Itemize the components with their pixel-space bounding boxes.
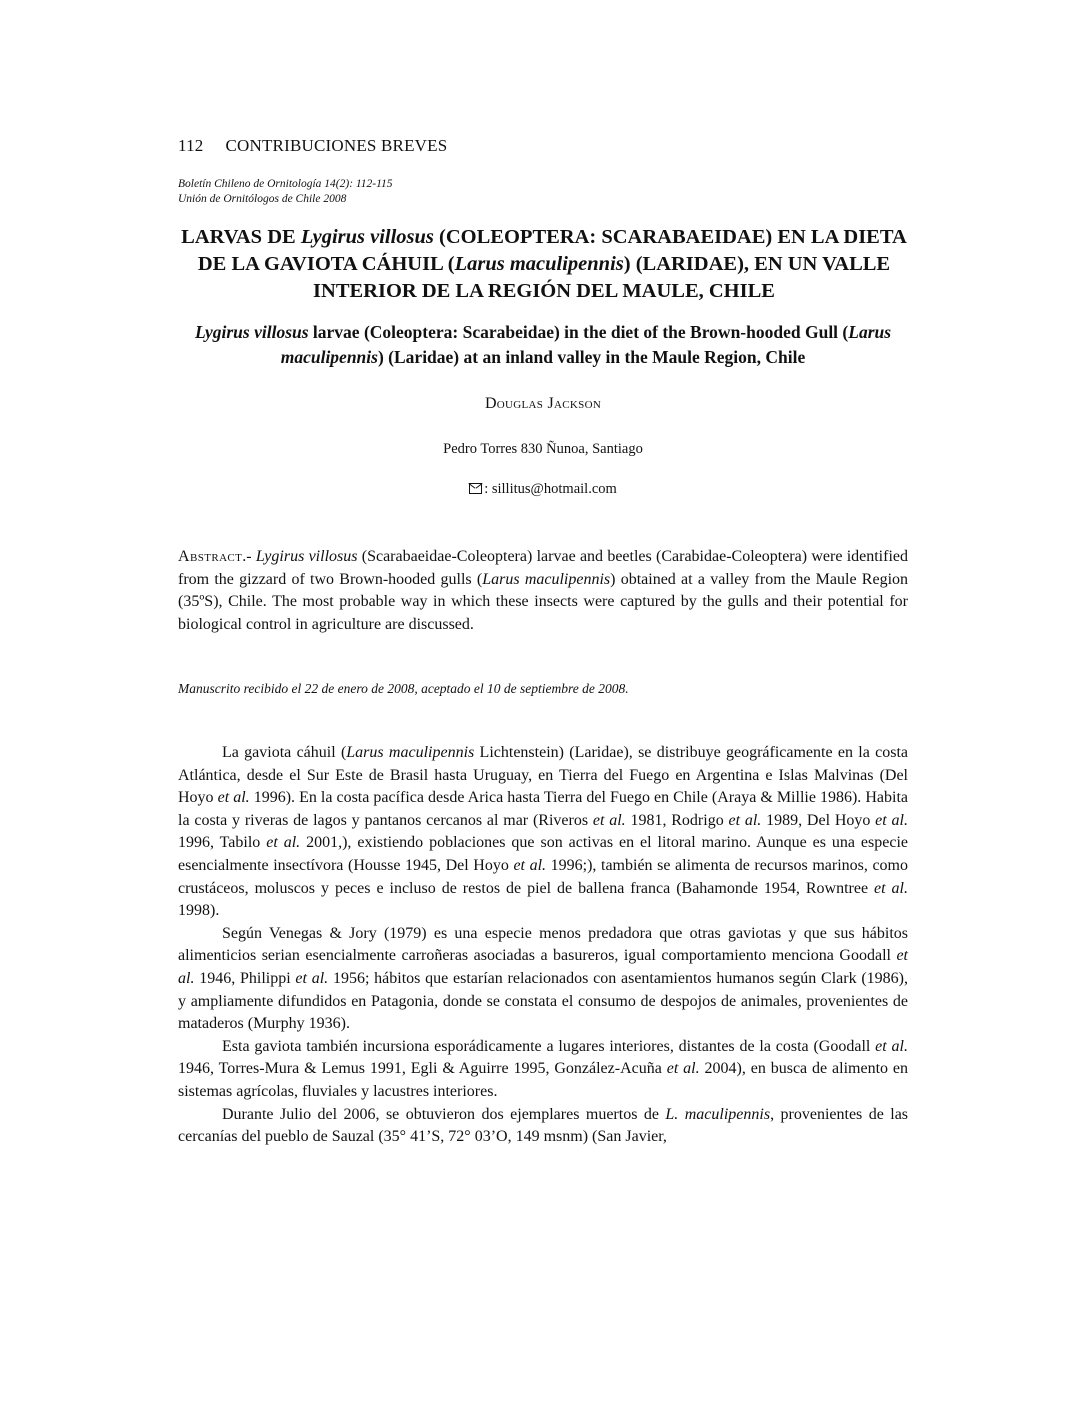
paragraph-3: Esta gaviota también incursiona esporádicamente a lugares interiores, distantes de la costa (Goodall et al. 1946, Torres-Mura & Lemus 1991, Egli & Aguirre 1995, González-Acuña et al. 2004), en busca de alimento en sistemas agrícolas, fluviales y lacustres interiores.	[178, 1037, 908, 1100]
manuscript-dates: Manuscrito recibido el 22 de enero de 2008, aceptado el 10 de septiembre de 2008.	[178, 681, 629, 696]
abstract-text: ) obtained at a valley from the Maule Region (35ºS), Chile. The most probable way in which these insects were captured by the gulls and their potential for biological control in agriculture are discussed.	[178, 570, 909, 633]
title-es-species: Lygirus villosus	[300, 226, 434, 248]
title-en-species: Larus maculipennis	[280, 322, 892, 367]
envelope-icon	[469, 483, 482, 494]
title-es-text: (COLEOPTERA: SCARABAEIDAE) EN LA DIETA DE LA GAVIOTA CÁHUIL (	[197, 226, 907, 275]
abstract-text: (Scarabaeidae-Coleoptera) larvae and beetles (Carabidae-Coleoptera) were identified from the gizzard of two Brown-hooded gulls (	[178, 548, 909, 588]
abstract-species: Lygirus villosus	[255, 548, 358, 565]
abstract	[178, 546, 908, 636]
title-en-text: larvae (Coleoptera: Scarabeidae) in the diet of the Brown-hooded Gull (	[308, 322, 849, 342]
paragraph-4: Durante Julio del 2006, se obtuvieron dos ejemplares muertos de L. maculipennis, provenientes de las cercanías del pueblo de Sauzal (35° 41’S, 72° 03’O, 149 msnm) (San Javier,	[178, 1105, 909, 1146]
body-text	[178, 742, 908, 1149]
abstract-label: Abstract	[178, 548, 243, 565]
journal-line-1: Boletín Chileno de Ornitología 14(2): 112-115	[178, 178, 393, 190]
abstract-dash: .-	[242, 548, 256, 565]
title-es-text: LARVAS DE	[181, 226, 301, 248]
journal-line-2: Unión de Ornitólogos de Chile 2008	[178, 193, 347, 205]
title-en-species: Lygirus villosus	[194, 322, 309, 342]
running-header	[178, 136, 447, 156]
title-es-species: Larus maculipennis	[454, 253, 624, 275]
journal-citation	[178, 177, 393, 207]
title-es-text: ) (LARIDAE), EN UN VALLE INTERIOR DE LA REGIÓN DEL MAULE, CHILE	[313, 253, 891, 302]
title-en-text: ) (Laridae) at an inland valley in the Maule Region, Chile	[377, 347, 806, 367]
author-name: Douglas Jackson	[484, 395, 602, 412]
author-email	[178, 481, 908, 498]
email-text[interactable]: : sillitus@hotmail.com	[484, 481, 617, 497]
paragraph-2: Según Venegas & Jory (1979) es una especie menos predadora que otras gaviotas y que sus hábitos alimenticios serian esencialmente carroñeras asociadas a basureros, igual comportamiento menciona Goodall et al. 1946, Philippi et al. 1956; hábitos que estarían relacionados con asentamientos humanos según Clark (1986), y ampliamente difundidos en Patagonia, donde se constata el consumo de despojos de animales, provenientes de mataderos (Murphy 1936).	[178, 924, 908, 1033]
section-title: CONTRIBUCIONES BREVES	[225, 136, 448, 155]
page-number: 112	[178, 136, 204, 155]
abstract-species: Larus maculipennis	[482, 570, 611, 588]
paragraph-1: La gaviota cáhuil (Larus maculipennis Lichtenstein) (Laridae), se distribuye geográficamente en la costa Atlántica, desde el Sur Este de Brasil hasta Uruguay, en Tierra del Fuego en Argentina e Islas Malvinas (Del Hoyo et al. 1996). En la costa pacífica desde Arica hasta Tierra del Fuego en Chile (Araya & Millie 1986). Habita la costa y riveras de lagos y pantanos cercanos al mar (Riveros et al. 1981, Rodrigo et al. 1989, Del Hoyo et al. 1996, Tabilo et al. 2001,), existiendo poblaciones que son activas en el litoral marino. Aunque es una especie esencialmente insectívora (Housse 1945, Del Hoyo et al. 1996;), también se alimenta de recursos marinos, como crustáceos, moluscos y peces e incluso de restos de piel de ballena franca (Bahamonde 1954, Rowntree et al. 1998).	[178, 744, 909, 920]
spanish-title	[170, 224, 918, 305]
english-title	[178, 320, 908, 370]
author-address: Pedro Torres 830 Ñunoa, Santiago	[443, 441, 643, 457]
